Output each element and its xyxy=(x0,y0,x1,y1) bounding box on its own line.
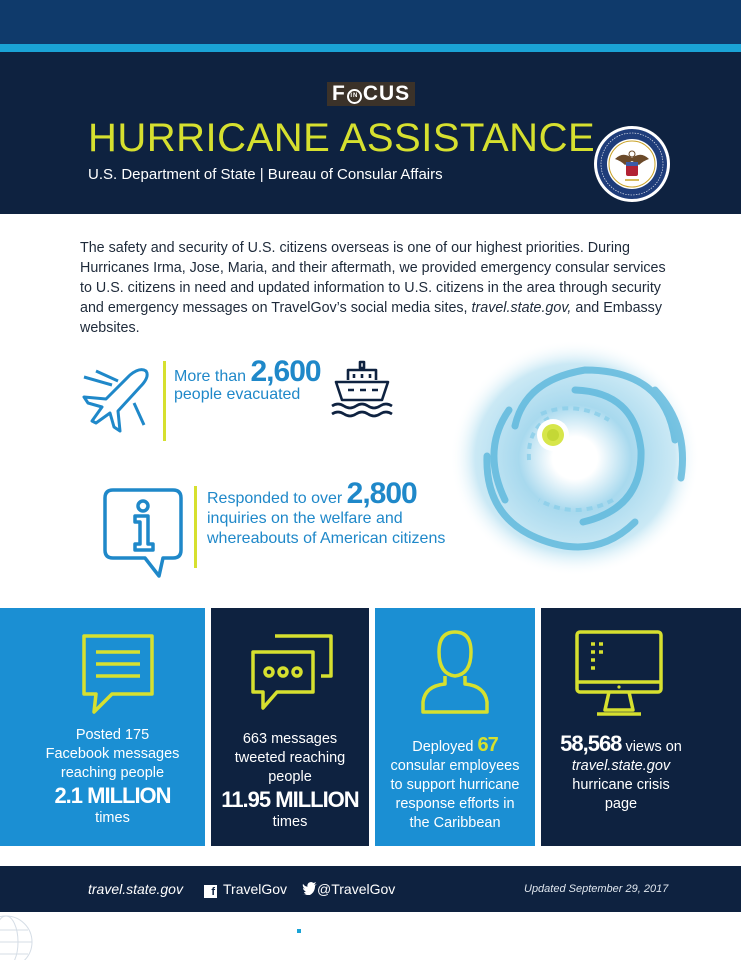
facebook-line2: Facebook messages xyxy=(45,746,180,762)
views-line3: hurricane crisis xyxy=(572,777,670,793)
evacuated-number: 2,600 xyxy=(250,355,321,388)
employees-line3: to support hurricane xyxy=(390,777,520,793)
views-line4: page xyxy=(604,796,638,812)
views-tile xyxy=(541,608,741,846)
employees-tile xyxy=(375,608,535,846)
chat-bubbles-icon xyxy=(249,632,335,712)
decorative-dot xyxy=(297,929,301,933)
facebook-tile-text xyxy=(20,726,205,828)
views-tile-text xyxy=(541,731,701,814)
views-site: travel.state.gov xyxy=(571,758,671,774)
inquiries-divider xyxy=(194,486,197,568)
views-suffix: views on xyxy=(625,739,682,755)
ship-icon xyxy=(330,360,394,418)
twitter-line2: tweeted reaching xyxy=(234,750,346,766)
footer-facebook-label: TravelGov xyxy=(223,881,288,897)
evacuated-divider xyxy=(163,361,166,441)
top-band xyxy=(0,0,741,44)
twitter-tile-text xyxy=(211,730,369,832)
twitter-icon xyxy=(302,882,317,895)
monitor-icon xyxy=(573,628,665,716)
state-department-seal xyxy=(593,125,671,203)
header-banner xyxy=(0,52,741,214)
footer-twitter-label: @TravelGov xyxy=(317,881,396,897)
twitter-line4: times xyxy=(272,814,308,830)
twitter-line3: people xyxy=(268,769,312,785)
employees-line2: consular employees xyxy=(390,758,520,774)
inquiries-number: 2,800 xyxy=(346,477,417,510)
inquiries-line3: whereabouts of American citizens xyxy=(207,530,446,547)
inquiries-prefix: Responded to over xyxy=(207,490,343,507)
airplane-icon xyxy=(78,363,156,433)
info-speech-icon xyxy=(101,486,185,580)
inquiries-line2: inquiries on the welfare and xyxy=(207,510,403,527)
logo-text-start: F xyxy=(332,82,346,105)
facebook-icon: f xyxy=(204,885,217,898)
evacuated-prefix: More than xyxy=(174,368,247,385)
evacuated-stat xyxy=(174,355,321,405)
globe-watermark xyxy=(0,912,34,960)
inquiries-stat xyxy=(207,477,446,549)
views-number: 58,568 xyxy=(560,731,622,756)
facebook-tile xyxy=(0,608,205,846)
logo-text-end: CUS xyxy=(362,82,411,105)
footer-updated-date: Updated September 29, 2017 xyxy=(524,883,669,895)
stats-tiles xyxy=(0,608,741,846)
facebook-line1: Posted 175 xyxy=(75,727,150,743)
logo-in-circle: IN xyxy=(347,89,362,104)
page-title: HURRICANE ASSISTANCE xyxy=(88,116,596,160)
facebook-line3: reaching people xyxy=(60,765,165,781)
employees-line4: response efforts in xyxy=(395,796,515,812)
hurricane-image xyxy=(445,330,705,580)
footer-website-link[interactable]: travel.state.gov xyxy=(88,881,183,897)
page-subtitle: U.S. Department of State | Bureau of Consular Affairs xyxy=(88,166,443,183)
twitter-line1: 663 messages xyxy=(242,731,338,747)
employees-tile-text xyxy=(375,736,535,833)
twitter-big-number: 11.95 MILLION xyxy=(221,787,359,812)
intro-text-end: and Embassy websites. xyxy=(80,300,662,336)
document-speech-icon xyxy=(78,632,158,716)
twitter-tile xyxy=(211,608,369,846)
evacuated-suffix: people evacuated xyxy=(174,386,301,403)
employees-prefix: Deployed xyxy=(412,739,474,755)
person-icon xyxy=(419,628,491,716)
footer-facebook-link[interactable] xyxy=(204,881,287,898)
top-stripe xyxy=(0,44,741,52)
footer-twitter-link[interactable] xyxy=(302,881,395,897)
facebook-line4: times xyxy=(95,810,130,826)
in-focus-logo xyxy=(327,82,415,106)
footer xyxy=(0,866,741,912)
facebook-big-number: 2.1 MILLION xyxy=(54,783,171,808)
intro-paragraph xyxy=(80,238,670,338)
employees-line5: the Caribbean xyxy=(409,815,501,831)
employees-number: 67 xyxy=(477,734,498,756)
intro-italic-link: travel.state.gov, xyxy=(471,300,572,316)
intro-text: The safety and security of U.S. citizens overseas is one of our highest priorities. During Hurricanes Irma, Jose, Maria, and their aftermath, we provided emergency consular services to U.S. citizens in need and updated information to U.S. citizens in the area through security and emergency messages on TravelGov’s social media sites, xyxy=(80,240,666,316)
